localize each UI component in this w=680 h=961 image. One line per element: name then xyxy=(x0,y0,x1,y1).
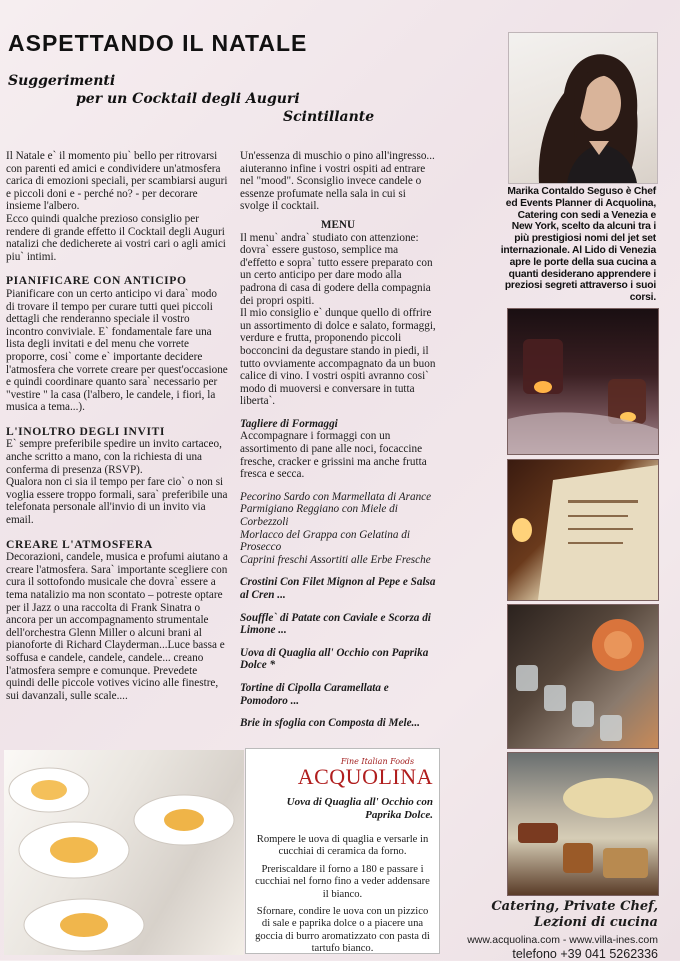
menu-paragraph-2: Il mio consiglio e` dunque quello di offrire un assortimento di dolce e salato, formaggi, verdure e frutta, proponendo piccoli bocconcini da degustare stando in piedi, il tutto ovviamente accompagnato da un buon calice di vino. I vostri ospiti avranno cosi` modo di muoversi e conversare in tutta liberta`. xyxy=(240,307,436,408)
candles-photo xyxy=(507,308,659,455)
menu-paragraph-1: Il menu` andra` studiato con attenzione: dovra` essere gustoso, semplice ma d'effetto e sopra` tutto essere preparato con un certo anticipo per dare modo alla padrona di casa di godere della compagnia dei propri ospiti. xyxy=(240,231,433,307)
footer-phone: telefono +39 041 5262336 xyxy=(512,947,658,961)
tagliere-paragraph: Accompagnare i formaggi con un assortimento di pane alle noci, focaccine fresche, cracker e grissini ma anche frutta fresca e secca. xyxy=(240,430,427,481)
paragraph-essenza: Un'essenza di muschio o pino all'ingresso... aiuteranno infine i vostri ospiti ad entrare nel "mood". Sconsiglio invece candele o essenze profumate nella sala in cui si svolge il cocktail. xyxy=(240,150,435,213)
acquolina-logo: ACQUOLINA xyxy=(297,764,433,789)
section-heading-inviti: L'INOLTRO DEGLI INVITI xyxy=(6,424,166,438)
intro-paragraph-2: Ecco quindi qualche prezioso consiglio per rendere di grande effetto il Cocktail degli Auguri natalizi che dedicherete ai vostri cari o agli amici piu` intimi. xyxy=(6,212,226,263)
recipe-step-1: Rompere le uova di quaglia e versarle in cucchiai di ceramica da forno. xyxy=(256,834,429,858)
recipe-step-2: Preriscaldare il forno a 180 e passare i cucchiai nel forno fino a veder addensare il bianco. xyxy=(255,863,430,900)
quail-eggs-photo xyxy=(4,750,244,955)
section-heading-pianificare: PIANIFICARE CON ANTICIPO xyxy=(6,274,187,288)
cheese-item: Morlacco del Grappa con Gelatina di Prosecco xyxy=(240,528,410,554)
footer-website[interactable]: www.acquolina.com - www.villa-ines.com xyxy=(467,934,658,946)
dish-item: Uova di Quaglia all' Occhio con Paprika Dolce * xyxy=(240,646,429,672)
article-column-2 xyxy=(240,150,436,730)
cheese-item: Pecorino Sardo con Marmellata di Arance xyxy=(240,490,432,503)
subtitle-line-2: per un Cocktail degli Auguri xyxy=(76,91,300,107)
dish-item: Souffle` di Patate con Caviale e Scorza di Limone ... xyxy=(240,611,431,637)
paragraph-atmosfera: Decorazioni, candele, musica e profumi aiutano a creare l'atmosfera. Sara` importante scegliere con cura il sottofondo musicale che dovra` essere a tema natalizio ma non scontato – potreste optare per il Jazz o una raccolta di Frank Sinatra o ancora per un accompagnamento strumentale dell'orchestra Glenn Miller o alcuni brani al pianoforte di Richard Clayderman...Luce bassa e soffusa e candele, candele, candele... creano l'atmosfera sempre e comunque. Prevedete quindi delle piccole votives vicino alle finestre, sui davanzali, sulle scale.... xyxy=(6,551,228,702)
buffet-illustration xyxy=(508,753,658,895)
subtitle-line-3: Scintillante xyxy=(283,109,375,125)
dish-item: Crostini Con Filet Mignon al Pepe e Salsa al Cren ... xyxy=(240,576,436,601)
glasses-illustration xyxy=(508,605,658,748)
footer-advert xyxy=(448,899,658,961)
recipe-step-3: Sfornare, condire le uova con un pizzico di sale e paprika dolce o a piacere una goccia di burro aromatizzato con pasta di tartufo bianco. xyxy=(255,906,430,955)
paragraph-inviti-1: E` sempre preferibile spedire un invito cartaceo, anche scritto a mano, con la richiesta di una conferma di presenza (RSVP). xyxy=(6,438,222,476)
menu-card-photo xyxy=(507,459,659,601)
quail-eggs-illustration xyxy=(4,750,244,955)
recipe-box xyxy=(245,748,440,954)
chef-portrait-illustration xyxy=(509,33,657,183)
article-column-1 xyxy=(6,150,228,702)
candles-illustration xyxy=(508,309,658,454)
cheese-item: Caprini freschi Assortiti alle Erbe Fresche xyxy=(240,553,431,566)
footer-services-line-2: Lezioni di cucina xyxy=(534,915,658,930)
page-title: ASPETTANDO IL NATALE xyxy=(8,30,308,56)
recipe-title: Uova di Quaglia all' Occhio con Paprika Dolce. xyxy=(286,796,433,821)
cheese-item: Parmigiano Reggiano con Miele di Corbezzoli xyxy=(240,503,398,529)
glasses-flowers-photo xyxy=(507,604,659,749)
dish-item: Tortine di Cipolla Caramellata e Pomodoro ... xyxy=(240,681,389,707)
menu-heading: MENU xyxy=(320,218,356,231)
paragraph-pianificare: Pianificare con un certo anticipo vi dara` modo di trovare il tempo per curare tutti quei piccoli dettagli che renderanno speciale il vostro incontro conviviale. E` fondamentale fare una lista degli invitati e del menu che vorrete proporre, cosi` come e` importante decidere l'atmosfera che vorrete creare per quest'occasione e quindi coordinare quanto sara` necessario per "vestire " la casa (l'albero, le candele, i fiori, la musica a tema...). xyxy=(6,287,228,414)
chef-portrait xyxy=(508,32,658,184)
paragraph-inviti-2: Qualora non ci sia il tempo per fare cio` o non si voglia essere troppo formali, sara` preferibile una telefonata personale all'invio di un invito via email. xyxy=(6,476,228,527)
section-heading-atmosfera: CREARE L'ATMOSFERA xyxy=(6,537,153,551)
intro-paragraph-1: Il Natale e` il momento piu` bello per ritrovarsi con parenti ed amici e condividere un'atmosfera carica di emozioni speciali, per scambiarsi auguri e piccoli doni e - perché no? - per decorare insieme l'albero. xyxy=(6,150,228,213)
buffet-photo xyxy=(507,752,659,896)
dish-item: Brie in sfoglia con Composta di Mele... xyxy=(240,717,420,730)
footer-services-line-1: Catering, Private Chef, xyxy=(491,899,658,914)
subtitle-line-1: Suggerimenti xyxy=(8,73,116,89)
recipe-body xyxy=(252,834,433,956)
brand-tagline: Fine Italian Foods xyxy=(340,757,415,766)
chef-caption: Marika Contaldo Seguso è Chef ed Events Planner di Acquolina, Catering con sedi a Venezia e New York, scelto da alcuni tra i più prestigiosi nomi del jet set internazionale. Al Lido di Venezia apre le porte della sua cucina a quanti desiderano apprendere i preziosi segreti attraverso i suoi corsi. xyxy=(500,186,656,304)
tagliere-heading: Tagliere di Formaggi xyxy=(240,417,338,430)
menu-card-illustration xyxy=(508,460,658,600)
